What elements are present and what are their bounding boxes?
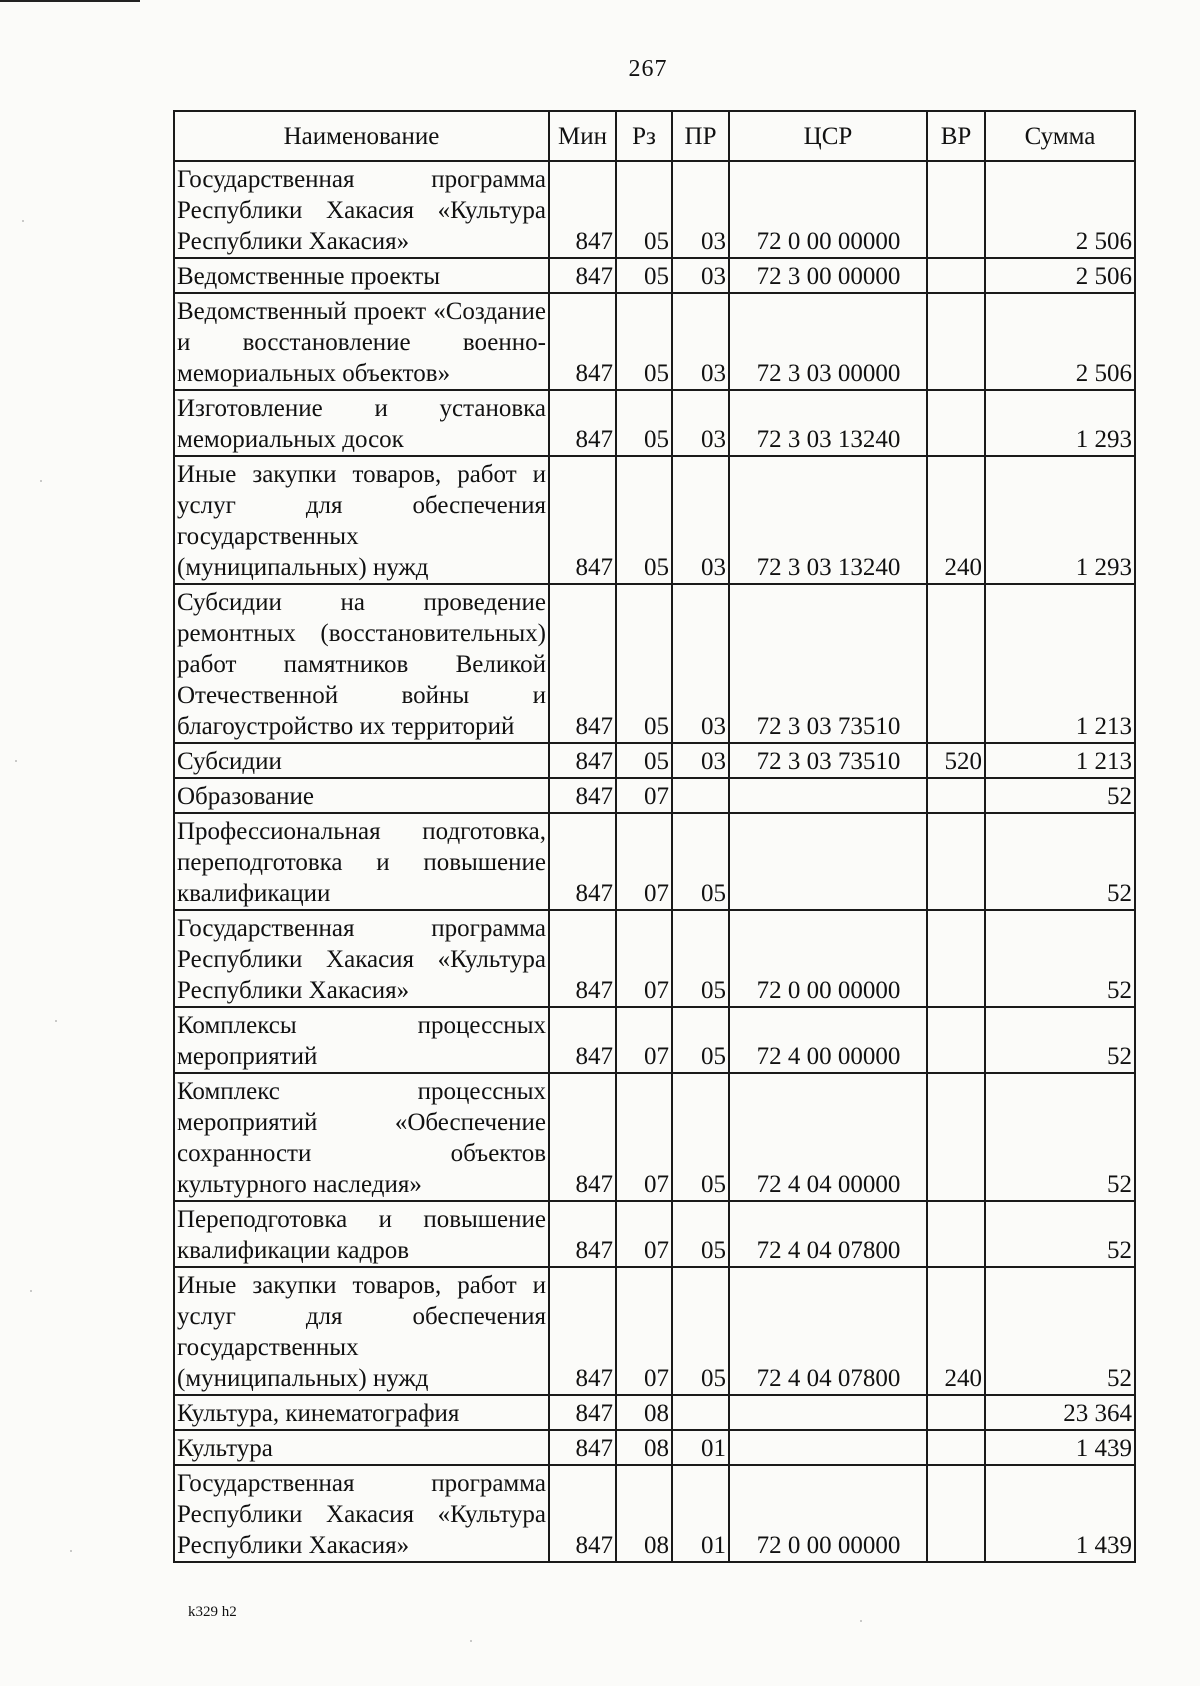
row-min: 847 — [549, 813, 616, 910]
row-pr: 05 — [672, 1073, 729, 1201]
row-sum: 52 — [985, 813, 1135, 910]
row-rz: 05 — [616, 456, 672, 584]
row-csr: 72 4 04 07800 — [729, 1267, 927, 1395]
row-name: Иные закупки товаров, работ и услуг для обеспечения государственных (муниципальных) нужд — [174, 1267, 549, 1395]
row-rz: 08 — [616, 1395, 672, 1430]
scan-speck — [860, 1620, 862, 1622]
scan-speck — [15, 760, 17, 762]
row-csr: 72 3 00 00000 — [729, 258, 927, 293]
row-rz: 05 — [616, 743, 672, 778]
row-min: 847 — [549, 1430, 616, 1465]
row-rz: 07 — [616, 1007, 672, 1073]
row-pr — [672, 778, 729, 813]
budget-table — [173, 110, 1136, 1563]
row-name: Переподготовка и повышение квалификации кадров — [174, 1201, 549, 1267]
row-pr: 03 — [672, 390, 729, 456]
table-row — [174, 910, 1135, 1007]
row-pr: 05 — [672, 1267, 729, 1395]
scan-speck — [30, 1290, 32, 1292]
row-name: Субсидии — [174, 743, 549, 778]
row-pr: 05 — [672, 813, 729, 910]
row-csr — [729, 778, 927, 813]
row-vr — [927, 584, 985, 743]
row-name: Государственная программа Республики Хакасия «Культура Республики Хакасия» — [174, 1465, 549, 1562]
row-rz: 08 — [616, 1465, 672, 1562]
header-csr: ЦСР — [729, 111, 927, 161]
row-pr — [672, 1395, 729, 1430]
table-row — [174, 1395, 1135, 1430]
row-csr: 72 3 03 73510 — [729, 584, 927, 743]
table-row — [174, 161, 1135, 258]
row-vr: 240 — [927, 456, 985, 584]
row-min: 847 — [549, 456, 616, 584]
table-row — [174, 456, 1135, 584]
row-min: 847 — [549, 1007, 616, 1073]
row-name: Комплекс процессных мероприятий «Обеспечение сохранности объектов культурного наследия» — [174, 1073, 549, 1201]
row-min: 847 — [549, 1465, 616, 1562]
table-row — [174, 1465, 1135, 1562]
row-rz: 07 — [616, 1073, 672, 1201]
row-min: 847 — [549, 1201, 616, 1267]
row-min: 847 — [549, 1395, 616, 1430]
table-row — [174, 1073, 1135, 1201]
row-name: Профессиональная подготовка, переподготовка и повышение квалификации — [174, 813, 549, 910]
row-vr — [927, 778, 985, 813]
row-rz: 08 — [616, 1430, 672, 1465]
row-sum: 52 — [985, 1267, 1135, 1395]
row-sum: 1 293 — [985, 456, 1135, 584]
row-vr — [927, 1073, 985, 1201]
row-vr — [927, 813, 985, 910]
row-rz: 05 — [616, 390, 672, 456]
row-csr: 72 3 03 00000 — [729, 293, 927, 390]
row-rz: 07 — [616, 778, 672, 813]
row-min: 847 — [549, 293, 616, 390]
row-min: 847 — [549, 584, 616, 743]
row-csr: 72 4 04 00000 — [729, 1073, 927, 1201]
row-sum: 1 213 — [985, 584, 1135, 743]
row-csr — [729, 813, 927, 910]
row-rz: 07 — [616, 1201, 672, 1267]
table-row — [174, 743, 1135, 778]
header-vr: ВР — [927, 111, 985, 161]
row-rz: 05 — [616, 584, 672, 743]
page-number: 267 — [628, 56, 668, 82]
scan-speck — [40, 480, 42, 482]
row-vr — [927, 161, 985, 258]
row-vr: 520 — [927, 743, 985, 778]
row-sum: 1 439 — [985, 1465, 1135, 1562]
header-sum: Сумма — [985, 111, 1135, 161]
row-name: Культура — [174, 1430, 549, 1465]
table-row — [174, 1007, 1135, 1073]
row-rz: 05 — [616, 293, 672, 390]
scan-speck — [22, 220, 24, 222]
table-row — [174, 258, 1135, 293]
row-name: Культура, кинематография — [174, 1395, 549, 1430]
row-csr: 72 0 00 00000 — [729, 161, 927, 258]
table-header-row — [174, 111, 1135, 161]
table-row — [174, 1430, 1135, 1465]
row-vr — [927, 258, 985, 293]
row-vr — [927, 1201, 985, 1267]
row-pr: 03 — [672, 258, 729, 293]
row-sum: 1 439 — [985, 1430, 1135, 1465]
row-sum: 52 — [985, 910, 1135, 1007]
row-min: 847 — [549, 390, 616, 456]
row-sum: 52 — [985, 1007, 1135, 1073]
row-pr: 01 — [672, 1465, 729, 1562]
row-csr: 72 3 03 13240 — [729, 456, 927, 584]
row-csr: 72 0 00 00000 — [729, 1465, 927, 1562]
row-sum: 2 506 — [985, 161, 1135, 258]
row-min: 847 — [549, 778, 616, 813]
scan-edge-line — [0, 0, 140, 2]
row-rz: 07 — [616, 1267, 672, 1395]
row-min: 847 — [549, 161, 616, 258]
row-pr: 05 — [672, 1201, 729, 1267]
header-name: Наименование — [174, 111, 549, 161]
row-sum: 2 506 — [985, 293, 1135, 390]
table-row — [174, 293, 1135, 390]
header-pr: ПР — [672, 111, 729, 161]
row-csr: 72 4 00 00000 — [729, 1007, 927, 1073]
row-name: Иные закупки товаров, работ и услуг для обеспечения государственных (муниципальных) нужд — [174, 456, 549, 584]
table-row — [174, 390, 1135, 456]
row-csr: 72 0 00 00000 — [729, 910, 927, 1007]
row-pr: 03 — [672, 743, 729, 778]
row-csr — [729, 1430, 927, 1465]
row-sum: 52 — [985, 778, 1135, 813]
row-csr: 72 3 03 73510 — [729, 743, 927, 778]
row-name: Комплексы процессных мероприятий — [174, 1007, 549, 1073]
table-row — [174, 1267, 1135, 1395]
row-name: Ведомственные проекты — [174, 258, 549, 293]
row-vr — [927, 1465, 985, 1562]
row-pr: 05 — [672, 910, 729, 1007]
row-name: Образование — [174, 778, 549, 813]
row-sum: 1 293 — [985, 390, 1135, 456]
row-pr: 03 — [672, 456, 729, 584]
table-row — [174, 584, 1135, 743]
row-name: Государственная программа Республики Хакасия «Культура Республики Хакасия» — [174, 910, 549, 1007]
row-vr — [927, 390, 985, 456]
row-csr: 72 4 04 07800 — [729, 1201, 927, 1267]
row-name: Субсидии на проведение ремонтных (восстановительных) работ памятников Великой Отечественной войны и благоустройство их территорий — [174, 584, 549, 743]
row-csr — [729, 1395, 927, 1430]
header-rz: Рз — [616, 111, 672, 161]
footer-code: k329 h2 — [188, 1604, 237, 1620]
row-pr: 03 — [672, 584, 729, 743]
row-vr — [927, 1007, 985, 1073]
row-vr — [927, 293, 985, 390]
row-name: Изготовление и установка мемориальных досок — [174, 390, 549, 456]
table-row — [174, 813, 1135, 910]
row-min: 847 — [549, 743, 616, 778]
row-min: 847 — [549, 910, 616, 1007]
row-sum: 52 — [985, 1201, 1135, 1267]
scan-speck — [55, 1020, 57, 1022]
row-pr: 05 — [672, 1007, 729, 1073]
row-pr: 01 — [672, 1430, 729, 1465]
row-vr: 240 — [927, 1267, 985, 1395]
row-rz: 07 — [616, 910, 672, 1007]
header-min: Мин — [549, 111, 616, 161]
row-sum: 2 506 — [985, 258, 1135, 293]
row-name: Государственная программа Республики Хакасия «Культура Республики Хакасия» — [174, 161, 549, 258]
row-sum: 1 213 — [985, 743, 1135, 778]
row-min: 847 — [549, 1267, 616, 1395]
row-rz: 07 — [616, 813, 672, 910]
row-vr — [927, 1430, 985, 1465]
row-vr — [927, 910, 985, 1007]
row-name: Ведомственный проект «Создание и восстановление военно-мемориальных объектов» — [174, 293, 549, 390]
row-sum: 23 364 — [985, 1395, 1135, 1430]
row-rz: 05 — [616, 258, 672, 293]
row-pr: 03 — [672, 293, 729, 390]
table-row — [174, 778, 1135, 813]
row-vr — [927, 1395, 985, 1430]
row-min: 847 — [549, 258, 616, 293]
scan-speck — [470, 1640, 472, 1642]
scan-speck — [70, 1550, 72, 1552]
table-row — [174, 1201, 1135, 1267]
row-sum: 52 — [985, 1073, 1135, 1201]
row-pr: 03 — [672, 161, 729, 258]
row-rz: 05 — [616, 161, 672, 258]
row-csr: 72 3 03 13240 — [729, 390, 927, 456]
row-min: 847 — [549, 1073, 616, 1201]
